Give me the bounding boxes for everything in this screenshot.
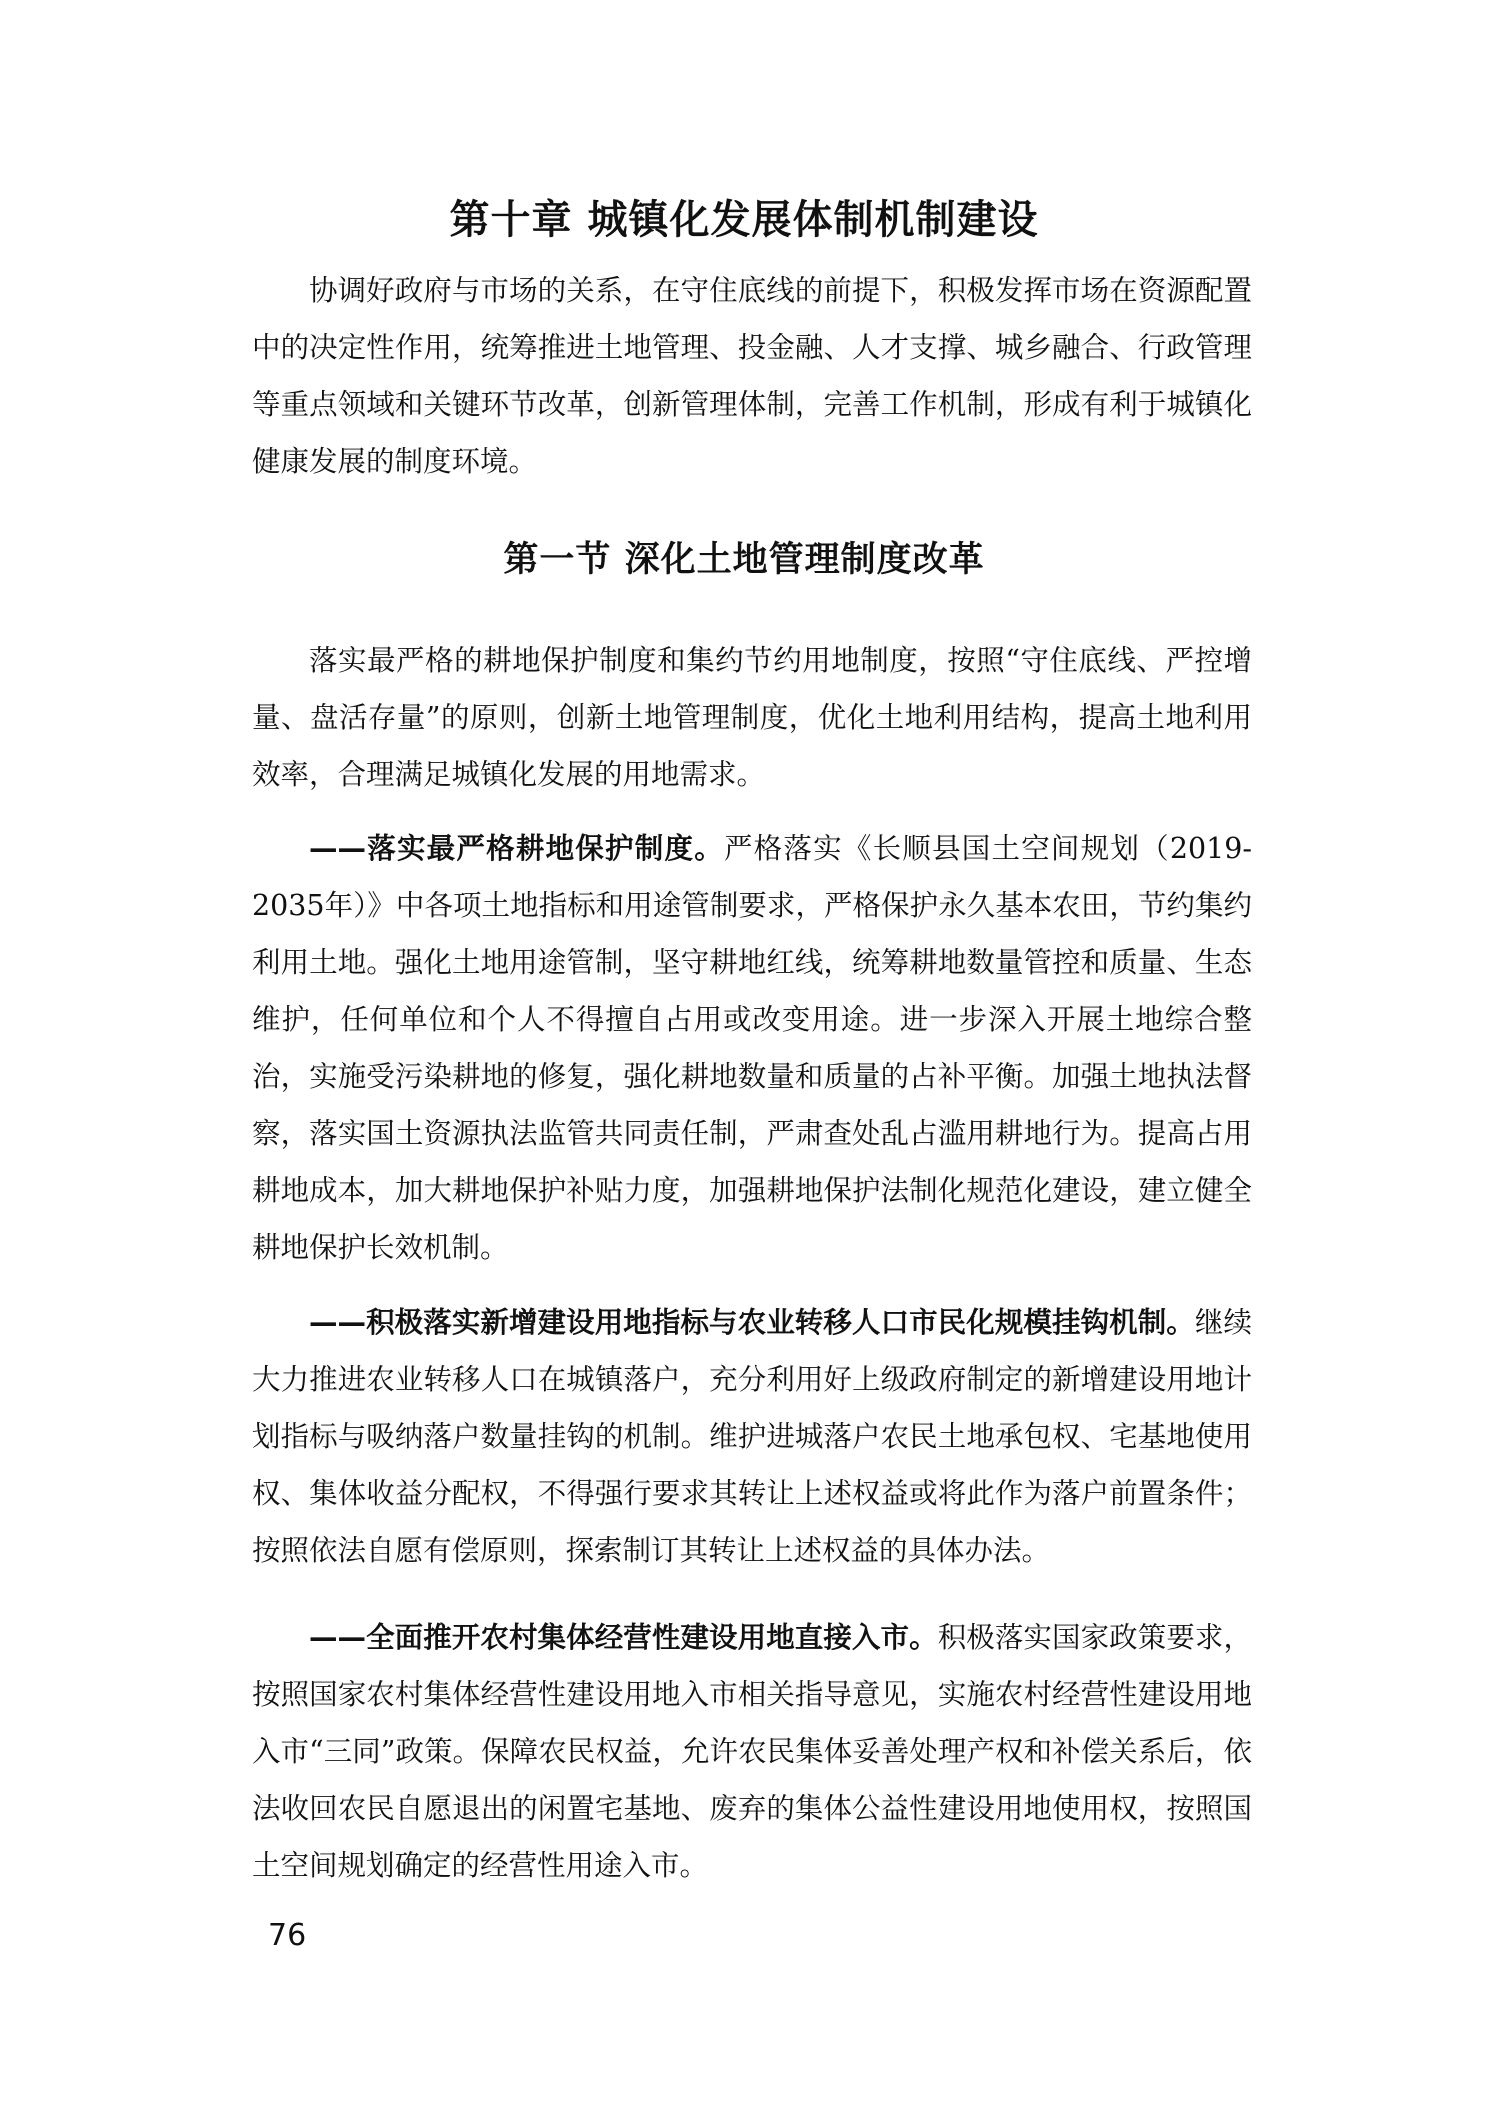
- policy-item-text: 严格落实《长顺县国土空间规划（2019-2035年）》中各项土地指标和用途管制要求，严格保护永久基本农田，节约集约利用土地。强化土地用途管制，坚守耕地红线，统筹耕地数量管控和质量、生态维护，任何单位和个人不得擅自占用或改变用途。进一步深入开展土地综合整治，实施受污染耕地的修复，强化耕地数量和质量的占补平衡。加强土地执法督察，落实国土资源执法监管共同责任制，严肃查处乱占滥用耕地行为。提高占用耕地成本，加大耕地保护补贴力度，加强耕地保护法制化规范化建设，建立健全耕地保护长效机制。: [252, 832, 1252, 1264]
- page-number: 76: [268, 1918, 307, 1953]
- policy-item-farmland-protection: [252, 820, 1252, 1276]
- policy-item-lead: ——落实最严格耕地保护制度。: [309, 832, 724, 865]
- section-intro-paragraph: 落实最严格的耕地保护制度和集约节约用地制度，按照“守住底线、严控增量、盘活存量”的原则，创新土地管理制度，优化土地利用结构，提高土地利用效率，合理满足城镇化发展的用地需求。: [252, 644, 1252, 791]
- chapter-intro-paragraph: 协调好政府与市场的关系，在守住底线的前提下，积极发挥市场在资源配置中的决定性作用，统筹推进土地管理、投金融、人才支撑、城乡融合、行政管理等重点领域和关键环节改革，创新管理体制，完善工作机制，形成有利于城镇化健康发展的制度环境。: [252, 274, 1252, 478]
- chapter-title: 第十章 城镇化发展体制机制建设: [449, 197, 1039, 243]
- policy-item-lead: ——积极落实新增建设用地指标与农业转移人口市民化规模挂钩机制。: [309, 1306, 1195, 1339]
- policy-item-collective-land-market: [252, 1609, 1252, 1894]
- policy-item-land-quota-linkage: [252, 1294, 1252, 1579]
- section-title: 第一节 深化土地管理制度改革: [503, 540, 985, 580]
- policy-item-lead: ——全面推开农村集体经营性建设用地直接入市。: [309, 1621, 938, 1654]
- policy-item-text: 积极落实国家政策要求，按照国家农村集体经营性建设用地入市相关指导意见，实施农村经营性建设用地入市“三同”政策。保障农民权益，允许农民集体妥善处理产权和补偿关系后，依法收回农民自愿退出的闲置宅基地、废弃的集体公益性建设用地使用权，按照国土空间规划确定的经营性用途入市。: [252, 1621, 1252, 1882]
- policy-item-text: 继续大力推进农业转移人口在城镇落户，充分利用好上级政府制定的新增建设用地计划指标与吸纳落户数量挂钩的机制。维护进城落户农民土地承包权、宅基地使用权、集体收益分配权，不得强行要求其转让上述权益或将此作为落户前置条件；按照依法自愿有偿原则，探索制订其转让上述权益的具体办法。: [252, 1306, 1252, 1567]
